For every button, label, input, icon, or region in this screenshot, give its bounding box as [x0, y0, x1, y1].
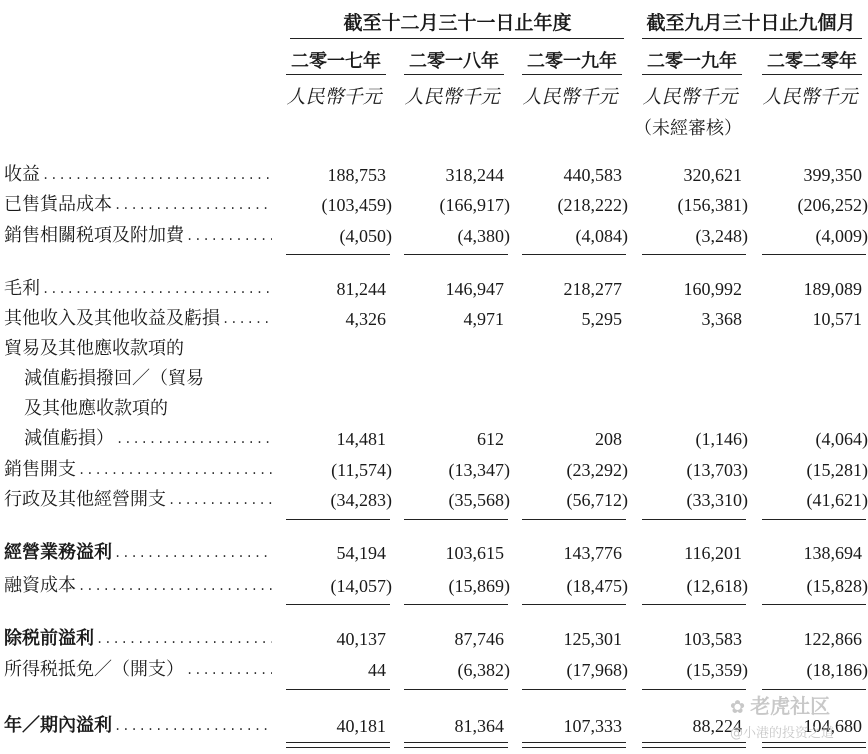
total-double-rule	[762, 742, 866, 748]
row-label: 毛利 .....	[4, 274, 272, 304]
row-label: 所得税抵免／（開支） .....	[4, 655, 272, 685]
subtotal-rule	[404, 519, 508, 520]
row-label: 已售貨品成本 .....	[4, 190, 272, 220]
cell-value: 399,350	[803, 165, 862, 185]
subtotal-rule	[642, 519, 746, 520]
cell-value: 208	[595, 429, 622, 449]
subtotal-rule	[762, 604, 866, 605]
cell-value: (34,283)	[330, 490, 392, 510]
cell-value: (13,347)	[448, 460, 510, 480]
cell-value: 125,301	[563, 629, 622, 649]
header-unit-1: 人民幣千元	[286, 86, 382, 108]
subtotal-rule	[286, 519, 390, 520]
row-label: 銷售相關税項及附加費 .....	[4, 221, 272, 251]
cell-value: (1,146)	[695, 429, 748, 449]
table-row-gross-profit	[0, 274, 868, 304]
cell-value: 218,277	[563, 279, 622, 299]
cell-value: (15,869)	[448, 576, 510, 596]
row-label: 除税前溢利 .....	[4, 624, 272, 654]
subtotal-rule	[404, 254, 508, 255]
cell-value: 188,753	[327, 165, 386, 185]
cell-value: (35,568)	[448, 490, 510, 510]
cell-value: 612	[477, 429, 504, 449]
cell-value: (18,186)	[806, 660, 868, 680]
subtotal-rule	[642, 254, 746, 255]
cell-value: (15,828)	[806, 576, 868, 596]
header-year-2018: 二零一八年	[409, 51, 499, 72]
cell-value: (14,057)	[330, 576, 392, 596]
row-label-line: 減值虧損撥回／（貿易	[24, 368, 204, 389]
cell-value: 5,295	[581, 309, 622, 329]
cell-value: 40,137	[336, 629, 386, 649]
subtotal-rule	[404, 604, 508, 605]
cell-value: (156,381)	[677, 195, 748, 215]
table-row-finance-costs	[0, 571, 868, 601]
cell-value: (4,380)	[457, 226, 510, 246]
cell-value: (15,281)	[806, 460, 868, 480]
cell-value: (33,310)	[686, 490, 748, 510]
cell-value: 103,583	[683, 629, 742, 649]
header-unit-5: 人民幣千元	[762, 86, 858, 108]
row-label: 年／期內溢利 .....	[4, 711, 272, 741]
cell-value: (103,459)	[321, 195, 392, 215]
cell-value: 40,181	[336, 716, 386, 736]
cell-value: (11,574)	[331, 460, 392, 480]
total-double-rule	[286, 742, 390, 748]
watermark-brand: 老虎社区	[750, 694, 831, 718]
table-row-impairment	[0, 424, 868, 454]
row-label: 銷售開支 .....	[4, 455, 272, 485]
cell-value: 104,680	[803, 716, 862, 736]
total-double-rule	[642, 742, 746, 748]
cell-value: 14,481	[336, 429, 386, 449]
cell-value: (12,618)	[686, 576, 748, 596]
cell-value: (15,359)	[686, 660, 748, 680]
table-row-revenue	[0, 160, 868, 190]
subtotal-rule	[286, 254, 390, 255]
cell-value: (17,968)	[566, 660, 628, 680]
watermark-handle: @小港的投资之道	[730, 726, 835, 741]
cell-value: 107,333	[563, 716, 622, 736]
watermark	[730, 690, 830, 719]
subtotal-rule	[762, 519, 866, 520]
cell-value: (6,382)	[457, 660, 510, 680]
row-label: 融資成本 .....	[4, 571, 272, 601]
row-label: 行政及其他經營開支 .....	[4, 485, 272, 515]
row-label: 減值虧損） .....	[24, 424, 272, 454]
cell-value: 143,776	[563, 543, 622, 563]
table-row-income-tax	[0, 655, 868, 685]
cell-value: (4,064)	[815, 429, 868, 449]
cell-value: 44	[368, 660, 386, 680]
cell-value: (3,248)	[695, 226, 748, 246]
cell-value: 103,615	[445, 543, 504, 563]
total-double-rule	[404, 742, 508, 748]
cell-value: 320,621	[683, 165, 742, 185]
header-year-underline-4	[642, 74, 742, 75]
subtotal-rule	[286, 689, 390, 690]
table-row-admin-expenses	[0, 485, 868, 515]
subtotal-rule	[286, 604, 390, 605]
row-label-line: 貿易及其他應收款項的	[4, 338, 184, 359]
cell-value: 10,571	[812, 309, 862, 329]
cell-value: (13,703)	[686, 460, 748, 480]
subtotal-rule	[404, 689, 508, 690]
cell-value: 138,694	[803, 543, 862, 563]
header-year-underline-1	[286, 74, 386, 75]
cell-value: (4,050)	[339, 226, 392, 246]
header-group-nine-months: 截至九月三十日止九個月	[646, 12, 856, 34]
table-row-sales-taxes	[0, 221, 868, 251]
cell-value: 122,866	[803, 629, 862, 649]
table-row-selling-expenses	[0, 455, 868, 485]
cell-value: 160,992	[683, 279, 742, 299]
table-row-other-income	[0, 304, 868, 334]
header-year-2020-nine-months: 二零二零年	[767, 51, 857, 72]
cell-value: 3,368	[701, 309, 742, 329]
cell-value: (23,292)	[566, 460, 628, 480]
total-double-rule	[522, 742, 626, 748]
cell-value: 4,971	[463, 309, 504, 329]
subtotal-rule	[762, 254, 866, 255]
header-unit-3: 人民幣千元	[522, 86, 618, 108]
header-group-annual-underline	[290, 38, 624, 39]
cell-value: 81,364	[454, 716, 504, 736]
header-unaudited-note: （未經審核）	[634, 118, 742, 139]
cell-value: 146,947	[445, 279, 504, 299]
header-year-2017: 二零一七年	[291, 51, 381, 72]
row-label: 其他收入及其他收益及虧損 .....	[4, 304, 272, 334]
cell-value: 88,224	[692, 716, 742, 736]
cell-value: 54,194	[336, 543, 386, 563]
row-label: 經營業務溢利 .....	[4, 538, 272, 568]
cell-value: (166,917)	[439, 195, 510, 215]
header-unit-4: 人民幣千元	[642, 86, 738, 108]
header-group-annual: 截至十二月三十一日止年度	[343, 12, 572, 34]
cell-value: (218,222)	[557, 195, 628, 215]
cell-value: 318,244	[445, 165, 504, 185]
subtotal-rule	[642, 604, 746, 605]
table-row-cost-of-goods	[0, 190, 868, 220]
cell-value: (41,621)	[806, 490, 868, 510]
header-unit-2: 人民幣千元	[404, 86, 500, 108]
cell-value: (56,712)	[566, 490, 628, 510]
cell-value: 81,244	[336, 279, 386, 299]
header-group-nine-months-underline	[642, 38, 862, 39]
table-row-operating-profit	[0, 538, 868, 568]
cell-value: 4,326	[345, 309, 386, 329]
cell-value: (4,009)	[815, 226, 868, 246]
subtotal-rule	[522, 689, 626, 690]
cell-value: 116,201	[684, 543, 742, 563]
header-year-underline-5	[762, 74, 862, 75]
header-year-2019: 二零一九年	[527, 51, 617, 72]
header-year-2019-nine-months: 二零一九年	[647, 51, 737, 72]
cell-value: 87,746	[454, 629, 504, 649]
cell-value: 189,089	[803, 279, 862, 299]
header-year-underline-2	[404, 74, 504, 75]
row-label: 收益 .....	[4, 160, 272, 190]
table-row-profit-before-tax	[0, 624, 868, 654]
subtotal-rule	[522, 519, 626, 520]
cell-value: (4,084)	[575, 226, 628, 246]
row-label-line: 及其他應收款項的	[24, 398, 168, 419]
cell-value: (18,475)	[566, 576, 628, 596]
header-year-underline-3	[522, 74, 622, 75]
cell-value: 440,583	[563, 165, 622, 185]
subtotal-rule	[522, 254, 626, 255]
cell-value: (206,252)	[797, 195, 868, 215]
paw-icon: ✿	[730, 697, 746, 718]
subtotal-rule	[522, 604, 626, 605]
